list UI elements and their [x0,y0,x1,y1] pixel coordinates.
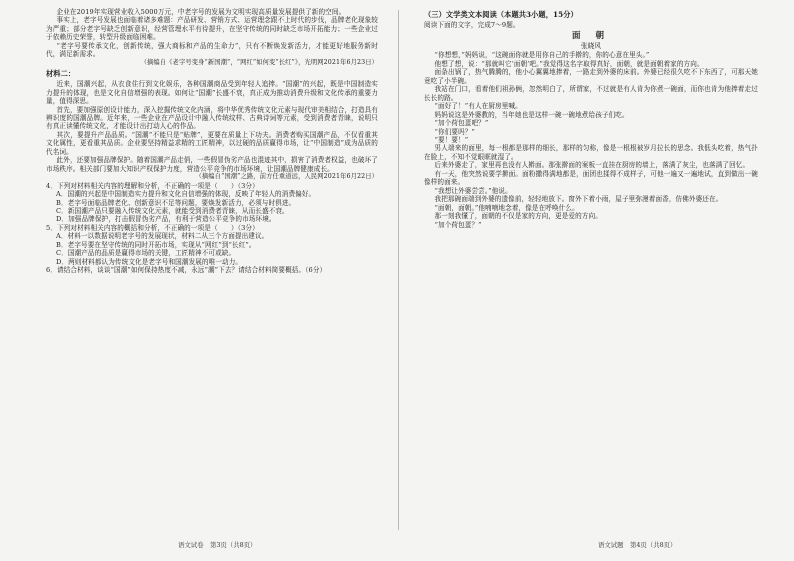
paragraph: 男人端来的面里，每一根都是那样的细长，那样的匀称，像是一根根被岁月拉长的思念。我低头吃着，热气扑在脸上，不知不觉眼眶就湿了。 [424,144,758,161]
paragraph: 那一刻我懂了，面朝的不仅是家的方向，更是爱的方向。 [434,212,602,221]
paragraph: 他想了想，说：“那就叫它‘面朝’吧。”我觉得这名字取得真好，面朝，就是面朝着家的方向。 [434,59,704,68]
story-title: 面 朝 [572,31,610,42]
page-footer-left: 语文试卷 第3页（共8页） [178,541,257,549]
paragraph: “面朝，面朝。”他喃喃地念着，像是在呼唤什么。 [434,203,579,212]
source-citation: （摘编自《老字号变身“新国潮”，“网红”如何变“长红”》，光明网2021年6月23日） [140,58,378,66]
section-heading: （三）文学类文本阅读（本题共3小题，15分） [424,10,578,19]
paragraph: “老字号要传承文化，创新传统，强大商标和产品的生命力”，只有不断焕发新活力，才能更好地服务新时代，满足新需求。 [46,41,378,59]
option: B．老字号面临品牌老化、创新意识不足等问题，要焕发新活力，必须与时俱进。 [56,198,296,207]
paragraph: “加个荷包蛋？” [434,220,482,229]
paragraph: 妈妈说这是外婆教的，当年她也是这样一碗一碗地煮给孩子们吃。 [434,110,629,119]
question-6: 6．请结合材料，谈谈“国潮”如何保持热度不减，永远“潮”下去？请结合材料简要概括。（6分） [46,266,327,275]
material-heading: 材料二： [46,69,76,79]
option: D．加强品牌保护，打击假冒伪劣产品，有利于营造公平竞争的市场环境。 [56,215,276,224]
paragraph: 企业在2019年实现营业收入5000万元，中老字号的发展为文明实现高质量发展提供了新的空间。 [56,8,346,16]
paragraph: 我把那碗面端到外婆的遗像前，轻轻地放下。窗外下着小雨，屋子里弥漫着面香，仿佛外婆还在。 [434,195,723,204]
option: D．两则材料都认为传统文化是老字号和国潮发展的唯一动力。 [56,257,243,266]
paragraph: “面好了！”有人在厨房里喊。 [434,102,522,111]
paragraph: “你们要吗？” [434,127,475,136]
option: B．老字号要在坚守传统的同时开拓市场，实现从“网红”到“长红”。 [56,240,256,249]
paragraph: “我想让外婆尝尝。”他说。 [434,186,512,195]
story-author: 张晓风 [580,42,602,51]
question-4: 4．下列对材料相关内容的理解和分析，不正确的一项是（ ）（3分） [46,181,259,190]
paragraph: 首先，要加强原创设计能力，深入挖掘传统文化内涵，将中华优秀传统文化元素与现代审美相结合，打造具有辨识度的国潮品牌。近年来，一些企业在产品设计中融入传统纹样、古典诗词等元素，受到消费者青睐，说明只有真正读懂传统文化，才能设计出打动人心的作品。 [46,105,378,131]
option: C．国潮产品的品质是赢得市场的关键，工匠精神不可或缺。 [56,249,236,258]
left-column [46,8,378,536]
source-citation: （摘编自“国潮”之路，前方任重道远，人民网2021年6月22日） [195,173,378,181]
paragraph: 我站在门口，看着他们祖孙俩，忽然明白了，所谓家，不过就是有人肯为你煮一碗面，而你也肯为他捧着走过长长的路。 [424,85,758,102]
paragraph: “加个荷包蛋吧？” [434,119,489,128]
option: A．国潮的兴起是中国制造实力提升和文化自信增强的体现，反映了年轻人的消费偏好。 [56,190,316,199]
paragraph: 有一天，他突然说要学擀面。面粉撒得满地都是，面团也揉得不成样子，可他一遍又一遍地试，直到做出一碗像样的面来。 [424,169,758,187]
paragraph: “要！要！” [434,135,469,144]
option: A．材料一以数据说明老字号的发展现状，材料二从三个方面提出建议。 [56,232,269,241]
paragraph: 事实上，老字号发展也面临着诸多难题：产品研发、营销方式、运营理念跟不上时代的步伐，品牌老化现象较为严重；部分老字号缺乏创新意识，经营管理水平有待提升，在坚守传统的同时缺乏市场开拓能力；一些企业过于依赖历史荣誉，转型升级面临困难。 [46,16,378,42]
paragraph: 其次，要提升产品品质。“国潮”不能只是“贴牌”，更要在质量上下功夫。消费者购买国潮产品，不仅看重其文化属性，更看重其品质。企业要坚持精益求精的工匠精神，以过硬的品质赢得市场，让“中国制造”成为品质的代名词。 [46,130,378,156]
page-footer-right: 语文试题 第4页（共8页） [598,541,677,549]
paragraph: 近来，国潮兴起，从衣食住行到文化娱乐，各种国潮商品受到年轻人追捧。“国潮”的兴起，既是中国制造实力提升的体现，也是文化自信增强的表现。如何让“国潮”长盛不衰，真正成为推动消费升级和文化传承的重要力量，值得深思。 [46,80,378,106]
paragraph: 后来外婆走了，家里再也没有人擀面。那张擀面的案板一直挂在厨房的墙上，落满了灰尘，也落满了回忆。 [434,161,750,170]
paragraph: 面条出锅了，热气腾腾的，他小心翼翼地捧着，一路走到外婆的床前。外婆已经很久吃不下东西了，可那天她竟吃了小半碗。 [424,68,758,85]
right-column [424,8,758,536]
paragraph: 此外，还要加强品牌保护。随着国潮产品走俏，一些假冒伪劣产品也混迹其中，损害了消费者权益，也破坏了市场秩序。相关部门要加大知识产权保护力度，营造公平竞争的市场环境，让国潮品牌健康成长。 [46,156,378,173]
column-divider [398,10,399,530]
paragraph: “你想想，”妈妈说，“这碗面你就是用你自己的手擀的，你的心意在里头。” [434,51,650,60]
instruction: 阅读下面的文字，完成7～9题。 [424,21,520,29]
question-5: 5．下列对材料相关内容的概括和分析，不正确的一项是（ ）（3分） [46,223,259,232]
option: C．新国潮产品只要融入传统文化元素，就能受到消费者青睐，从而长盛不衰。 [56,206,289,215]
